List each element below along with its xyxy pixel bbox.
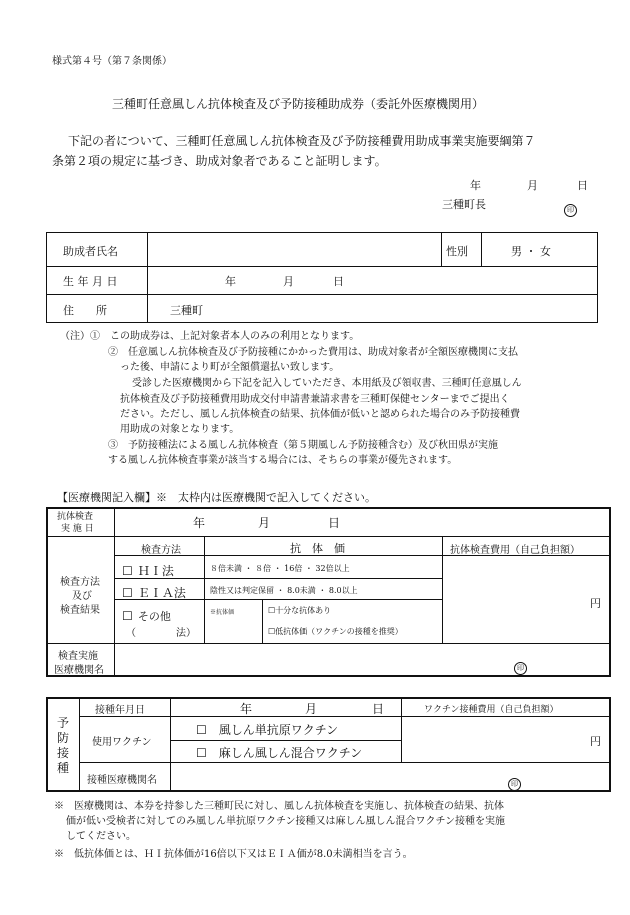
note-3a: ③ 予防接種法による風しん抗体検査（第５期風しん予防接種含む）及び秋田県が実施	[108, 440, 498, 451]
checkbox-icon[interactable]: ☐	[122, 564, 133, 578]
note-2f: 用助成の対象となります。	[120, 424, 240, 435]
name-field[interactable]	[150, 236, 436, 262]
vaccine-used-label: 使用ワクチン	[92, 737, 152, 748]
note-1: （注）① この助成券は、上記対象者本人のみの利用となります。	[60, 331, 360, 342]
footer-note-1b: 価が低い受検者に対してのみ風しん単抗原ワクチン接種又は麻しん風しん混合ワクチン接種を実施	[66, 816, 505, 827]
address-label: 住 所	[63, 304, 107, 317]
result-label-3: 検査結果	[60, 605, 100, 616]
medical-heading: 【医療機関記入欄】※ 太枠内は医療機関で記入してください。	[57, 491, 376, 504]
note-2b: った後、申請により町が全額償還払い致します。	[120, 362, 340, 373]
other-note: ※抗体価	[210, 609, 235, 616]
hi-values[interactable]: ８倍未満 ・ ８倍 ・ 16倍 ・ 32倍以上	[210, 564, 350, 573]
seal-icon: 印	[508, 778, 521, 791]
checkbox-icon[interactable]: ☐	[268, 606, 276, 615]
exam-date-label-1: 抗体検査	[57, 512, 94, 522]
exam-day: 日	[328, 516, 341, 530]
vaccine-option-mr[interactable]: ☐ 麻しん風しん混合ワクチン	[196, 746, 363, 760]
seal-icon: 印	[564, 204, 577, 217]
note-2d: 抗体検査及び予防接種費用助成交付申請書兼請求書を三種町保健センターまでご提出く	[120, 394, 510, 405]
intro-line-2: 条第２項の規定に基づき、助成対象者であること証明します。	[52, 154, 387, 168]
note-3b: する風しん抗体検査事業が該当する場合には、そちらの事業が優先されます。	[108, 455, 458, 466]
vaccine-fee-yen: 円	[590, 735, 601, 748]
footer-note-2: ※ 低抗体価とは、ＨＩ抗体価が16倍以下又はＥＩＡ価が8.0未満相当を言う。	[54, 849, 413, 860]
vaccine-fee-header: ワクチン接種費用（自己負担額）	[424, 705, 559, 715]
intro-line-1: 下記の者について、三種町任意風しん抗体検査及び予防接種費用助成事業実施要綱第７	[68, 134, 536, 148]
result-label-2: 及び	[72, 591, 92, 602]
vaccine-facility-seal	[508, 771, 521, 791]
gender-label: 性別	[446, 245, 468, 258]
vaccine-year: 年	[240, 702, 253, 716]
exam-year: 年	[193, 516, 206, 530]
eia-method-option[interactable]: ☐ ＥＩＡ法	[122, 586, 186, 600]
vaccine-day: 日	[372, 702, 385, 716]
date-day: 日	[577, 179, 588, 192]
other-opt-low[interactable]: ☐低抗体価（ワクチンの接種を推奨）	[268, 627, 403, 636]
method-col-header: 検査方法	[141, 545, 181, 556]
footer-note-1a: ※ 医療機関は、本券を持参した三種町民に対し、風しん抗体検査を実施し、抗体検査の結果、抗体	[54, 801, 504, 812]
vaccine-facility-label: 接種医療機関名	[87, 775, 157, 786]
mayor-label: 三種町長	[442, 198, 486, 211]
vaccine-date-label: 接種年月日	[95, 705, 145, 716]
dob-month: 月	[283, 275, 294, 288]
name-label: 助成者氏名	[63, 245, 118, 258]
other-method-option[interactable]: ☐ その他	[122, 609, 171, 623]
eia-values[interactable]: 陰性又は判定保留 ・ 8.0未満 ・ 8.0以上	[210, 586, 358, 595]
form-number: 様式第４号（第７条関係）	[52, 56, 172, 67]
note-2c: 受診した医療機関から下記を記入していただき、本用紙及び領収書、三種町任意風しん	[132, 378, 522, 389]
exam-month: 月	[258, 516, 271, 530]
checkbox-icon[interactable]: ☐	[268, 627, 276, 636]
page-title: 三種町任意風しん抗体検査及び予防接種助成券（委託外医療機関用）	[112, 97, 485, 111]
dob-label: 生 年 月 日	[63, 275, 118, 288]
gender-choice[interactable]: 男 ・ 女	[511, 245, 551, 258]
checkbox-icon[interactable]: ☐	[196, 746, 207, 760]
facility-seal	[514, 655, 527, 675]
fee-col-header: 抗体検査費用（自己負担額）	[450, 545, 580, 556]
other-method-paren: （ 法）	[126, 628, 196, 639]
date-year: 年	[470, 179, 481, 192]
footer-note-1c: してください。	[66, 831, 136, 842]
vaccine-option-rubella[interactable]: ☐ 風しん単抗原ワクチン	[196, 723, 339, 737]
checkbox-icon[interactable]: ☐	[196, 723, 207, 737]
hi-method-option[interactable]: ☐ ＨＩ法	[122, 564, 174, 578]
value-col-header: 抗 体 価	[290, 542, 345, 555]
exam-date-label-2: 実 施 日	[61, 524, 94, 534]
other-opt-sufficient[interactable]: ☐十分な抗体あり	[268, 606, 332, 615]
checkbox-icon[interactable]: ☐	[122, 609, 133, 623]
facility-label-1: 検査実施	[58, 651, 98, 662]
exam-fee-yen: 円	[590, 597, 601, 610]
note-2e: ださい。ただし、風しん抗体検査の結果、抗体価が低いと認められた場合のみ予防接種費	[120, 409, 520, 420]
note-2a: ② 任意風しん抗体検査及び予防接種にかかった費用は、助成対象者が全額医療機関に支払	[108, 347, 518, 358]
mayor-seal	[564, 197, 577, 217]
dob-year: 年	[225, 275, 236, 288]
vaccine-side-label: 予 防 接 種	[57, 716, 70, 775]
facility-label-2: 医療機関名	[54, 665, 104, 676]
seal-icon: 印	[514, 662, 527, 675]
facility-name-field[interactable]	[118, 647, 503, 673]
checkbox-icon[interactable]: ☐	[122, 586, 133, 600]
vaccine-facility-field[interactable]	[174, 765, 494, 789]
result-label-1: 検査方法	[60, 577, 100, 588]
dob-day: 日	[333, 275, 344, 288]
address-value[interactable]: 三種町	[170, 304, 203, 317]
date-month: 月	[527, 179, 538, 192]
vaccine-month: 月	[305, 702, 318, 716]
